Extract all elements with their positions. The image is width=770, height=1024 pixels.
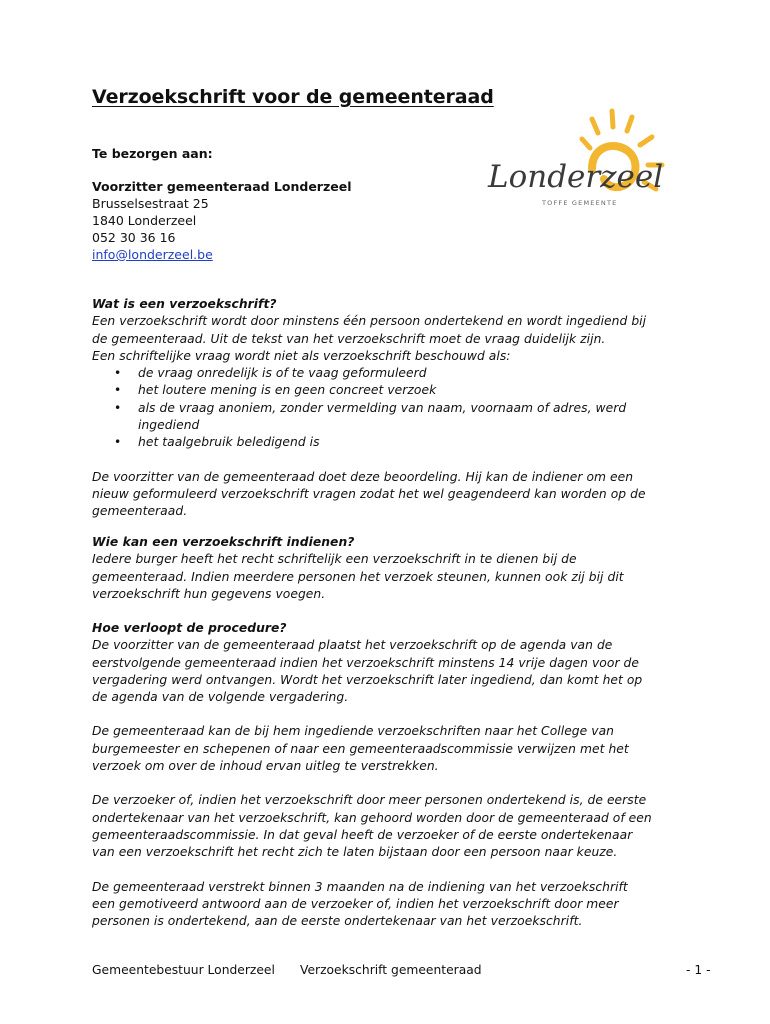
bullet-icon: • [114,435,122,450]
recipient-city: 1840 Londerzeel [92,213,197,228]
criteria-list [92,365,692,451]
paragraph-line: verzoek om over de inhoud ervan uitleg te verstrekken. [92,759,439,774]
paragraph-line: gemeenteraadscommissie. In dat geval heeft de verzoeker of de eerste ondertekenaar [92,827,633,842]
paragraph-line: de agenda van de volgende vergadering. [92,690,349,705]
paragraph-line: De voorzitter van de gemeenteraad plaatst het verzoekschrift op de agenda van de [92,638,613,653]
paragraph-line: De voorzitter van de gemeenteraad doet deze beoordeling. Hij kan de indiener om een [92,469,634,484]
paragraph-line: Een verzoekschrift wordt door minstens één persoon ondertekend en wordt ingediend bij [92,314,647,329]
paragraph-line: personen is ondertekend, aan de eerste ondertekenaar van het verzoekschrift. [92,914,583,929]
recipient-phone: 052 30 36 16 [92,230,176,245]
section-procedure [92,620,692,930]
paragraph-line: burgemeester en schepenen of naar een gemeenteraadscommissie verwijzen met het [92,741,629,756]
page-title: Verzoekschrift voor de gemeenteraad [92,86,494,108]
recipient-email-link[interactable]: info@londerzeel.be [92,247,213,262]
logo-wordmark: Londerzeel [488,159,664,195]
section-heading: Wat is een verzoekschrift? [92,297,277,311]
paragraph-line: eerstvolgende gemeenteraad indien het verzoekschrift minstens 14 vrije dagen voor de [92,655,639,670]
list-item: • de vraag onredelijk is of te vaag geformuleerd [92,365,692,382]
recipient-intro: Te bezorgen aan: [92,146,213,161]
bullet-icon: • [114,366,122,381]
bullet-icon: • [114,383,122,398]
page-number: - 1 - [686,963,711,977]
list-item: • het taalgebruik beledigend is [92,434,692,451]
paragraph-line: een gemotiveerd antwoord aan de verzoeker of, indien het verzoekschrift door meer [92,896,619,911]
paragraph-line: De gemeenteraad verstrekt binnen 3 maanden na de indiening van het verzoekschrift [92,879,628,894]
section-what-is [92,296,692,521]
paragraph-line: ondertekenaar van het verzoekschrift, kan gehoord worden door de gemeenteraad of een [92,810,652,825]
paragraph-line: verzoekschrift hun gegevens voegen. [92,586,326,601]
recipient-street: Brusselsestraat 25 [92,196,209,211]
footer-left: Gemeentebestuur Londerzeel [92,963,275,977]
bullet-icon: • [114,400,122,415]
paragraph-line: van een verzoekschrift het recht zich te laten bijstaan door een persoon naar keuze. [92,845,618,860]
footer-center: Verzoekschrift gemeenteraad [300,963,482,977]
section-heading: Hoe verloopt de procedure? [92,621,287,635]
londerzeel-logo [480,105,670,225]
paragraph-line: gemeenteraad. [92,504,188,519]
recipient-name: Voorzitter gemeenteraad Londerzeel [92,179,352,194]
paragraph-line: De verzoeker of, indien het verzoekschrift door meer personen ondertekend is, de eerste [92,793,647,808]
paragraph-line: Een schriftelijke vraag wordt niet als verzoekschrift beschouwd als: [92,348,511,363]
paragraph-line: De gemeenteraad kan de bij hem ingediende verzoekschriften naar het College van [92,724,614,739]
logo-tagline: TOFFE GEMEENTE [542,199,618,207]
paragraph-line: gemeenteraad. Indien meerdere personen het verzoek steunen, kunnen ook zij bij dit [92,569,624,584]
list-item: • het loutere mening is en geen concreet verzoek [92,382,692,399]
paragraph-line: nieuw geformuleerd verzoekschrift vragen zodat het wel geagendeerd kan worden op de [92,486,646,501]
list-item: • als de vraag anoniem, zonder vermelding van naam, voornaam of adres, werd ingediend [114,400,627,433]
paragraph-line: de gemeenteraad. Uit de tekst van het verzoekschrift moet de vraag duidelijk zijn. [92,331,606,346]
section-who-can-submit [92,534,692,603]
section-heading: Wie kan een verzoekschrift indienen? [92,535,355,549]
paragraph-line: vergadering werd ontvangen. Wordt het verzoekschrift later ingediend, dan komt het op [92,672,643,687]
paragraph-line: Iedere burger heeft het recht schriftelijk een verzoekschrift in te dienen bij de [92,552,577,567]
